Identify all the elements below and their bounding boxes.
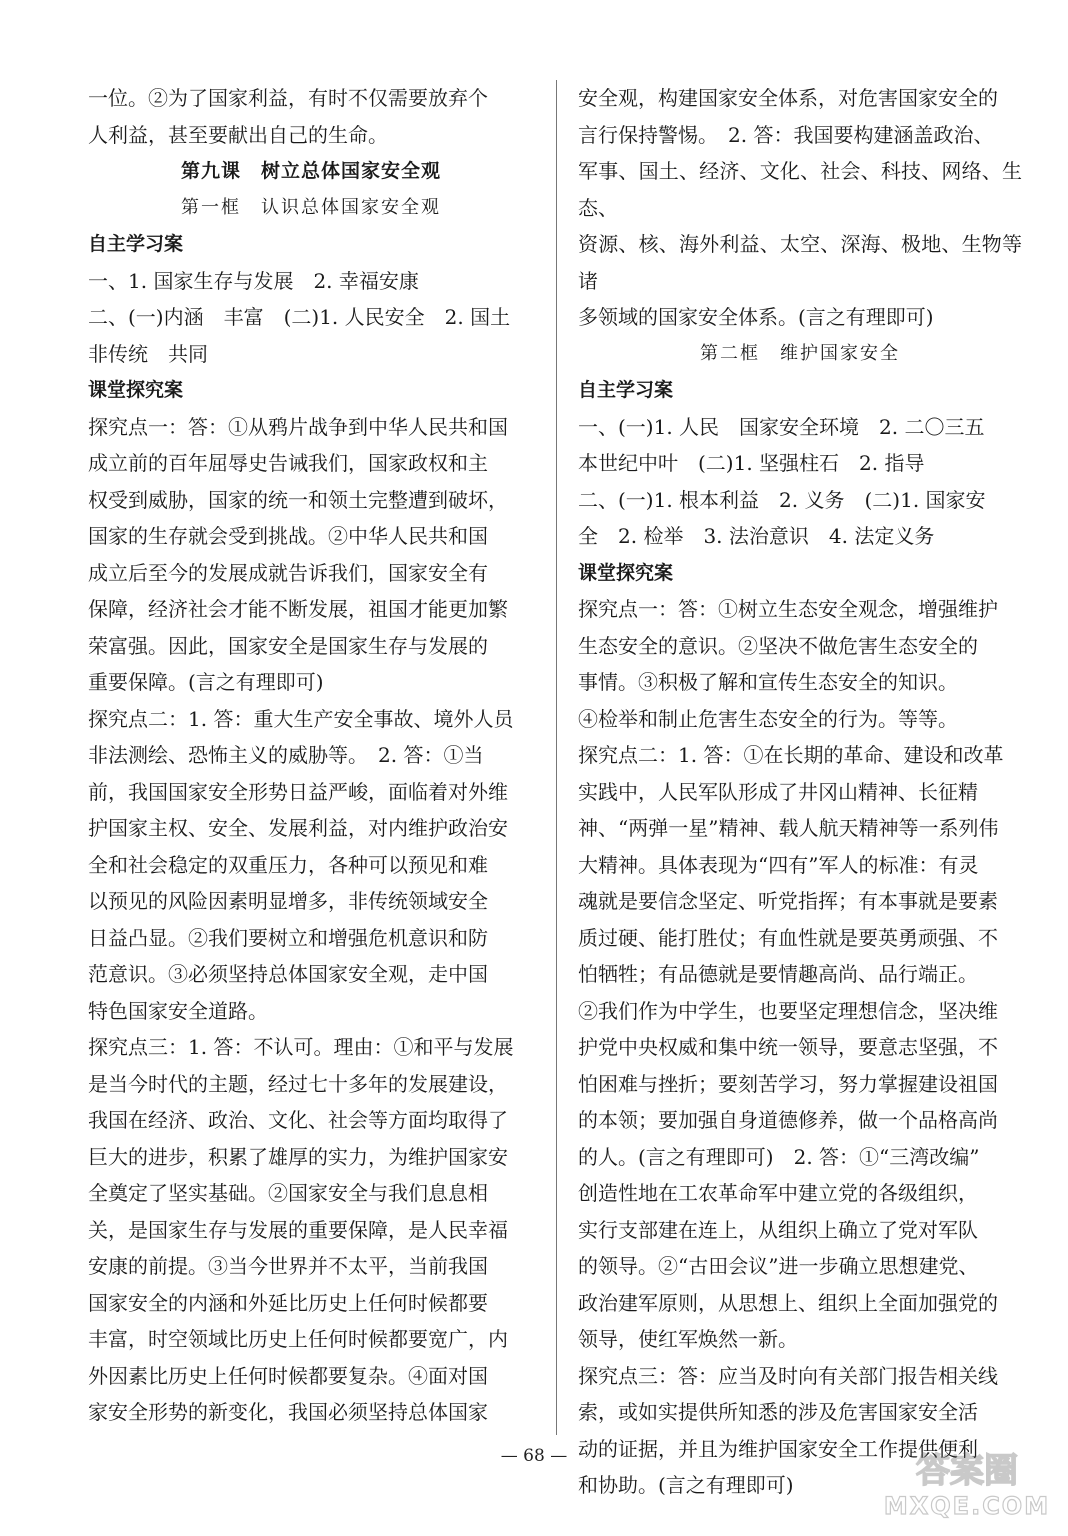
text-line: 动的证据，并且为维护国家安全工作提供便利 [578, 1436, 978, 1461]
section-heading-self-study: 自主学习案 [88, 233, 184, 255]
text-line: 非法测绘、恐怖主义的威胁等。 2. 答：①当 [88, 743, 484, 767]
right-column [578, 80, 1022, 1504]
text-line: ④检举和制止危害生态安全的行为。等等。 [578, 706, 958, 731]
text-line: 关，是国家生存与发展的重要保障，是人民幸福 [88, 1217, 508, 1242]
text-line: 怕困难与挫折；要刻苦学习，努力掌握建设祖国 [578, 1071, 998, 1096]
watermark-logo [882, 1444, 1052, 1522]
left-column [88, 80, 534, 1431]
text-line: 探究点二：1. 答：重大生产安全事故、境外人员 [88, 706, 514, 731]
text-line: 军事、国土、经济、文化、社会、科技、网络、生态、 [578, 159, 1022, 220]
page-number: — 68 — [500, 1446, 568, 1466]
text-line: 索，或如实提供所知悉的涉及危害国家安全活 [578, 1400, 978, 1424]
section-heading-inquiry: 课堂探究案 [578, 561, 674, 584]
text-line: 实行支部建在连上，从组织上确立了党对军队 [578, 1217, 978, 1242]
text-line: 领导，使红军焕然一新。 [578, 1327, 798, 1351]
left-intro [88, 80, 534, 153]
text-line: 的领导。②“古田会议”进一步确立思想建党、 [578, 1254, 979, 1278]
inquiry-answers [88, 409, 534, 1431]
right-intro [578, 80, 1022, 336]
inquiry-answers [578, 591, 1022, 1504]
lesson-title: 第九课 树立总体国家安全观 [180, 160, 441, 182]
text-line: 大精神。具体表现为“四有”军人的标准：有灵 [578, 852, 979, 877]
text-line: 探究点一：答：①从鸦片战争到中华人民共和国 [88, 414, 508, 439]
text-line: 巨大的进步，积累了雄厚的实力，为维护国家安 [88, 1144, 508, 1169]
text-line: 我国在经济、政治、文化、社会等方面均取得了 [88, 1108, 508, 1132]
text-line: 非传统 共同 [88, 341, 208, 366]
text-line: 保障，经济社会才能不断发展，祖国才能更加繁 [88, 597, 508, 621]
text-line: 成立前的百年屈辱史告诫我们，国家政权和主 [88, 451, 488, 475]
text-line: 丰富，时空领域比历史上任何时候都要宽广，内 [88, 1327, 508, 1351]
text-line: 外因素比历史上任何时候都要复杂。④面对国 [88, 1363, 488, 1388]
text-line: 探究点二：1. 答：①在长期的革命、建设和改革 [578, 743, 1004, 767]
text-line: 本世纪中叶 (二)1. 坚强柱石 2. 指导 [578, 451, 925, 475]
text-line: 一、1. 国家生存与发展 2. 幸福安康 [88, 268, 419, 293]
section-heading-inquiry: 课堂探究案 [88, 379, 184, 401]
text-line: 多领域的国家安全体系。(言之有理即可) [578, 305, 934, 329]
watermark-text: 答案圈 [916, 1451, 1018, 1491]
text-line: 护党中央权威和集中统一领导，要意志坚强，不 [578, 1035, 998, 1059]
text-line: 魂就是要信念坚定、听党指挥；有本事就是要素 [578, 889, 998, 913]
text-line: 怕牺牲；有品德就是要情趣高尚、品行端正。 [578, 962, 978, 986]
text-line: 政治建军原则，从思想上、组织上全面加强党的 [578, 1290, 998, 1315]
text-line: 权受到威胁，国家的统一和领土完整遭到破坏， [88, 487, 508, 512]
text-line: 生态安全的意识。②坚决不做危害生态安全的 [578, 633, 978, 658]
text-line: 一、(一)1. 人民 国家安全环境 2. 二〇三五 [578, 414, 985, 439]
text-line: 重要保障。(言之有理即可) [88, 670, 324, 694]
text-line: 的人。(言之有理即可) 2. 答：①“三湾改编” [578, 1144, 980, 1169]
text-line: 是当今时代的主题，经过七十多年的发展建设， [88, 1071, 508, 1096]
text-line: 质过硬、能打胜仗；有血性就是要英勇顽强、不 [578, 925, 998, 950]
text-line: 一位。②为了国家利益，有时不仅需要放弃个 [88, 86, 488, 110]
text-line: 神、“两弹一星”精神、载人航天精神等一系列伟 [578, 816, 999, 840]
text-line: 的本领；要加强自身道德修养，做一个品格高尚 [578, 1108, 998, 1132]
column-divider [556, 80, 557, 1435]
text-line: 探究点一：答：①树立生态安全观念，增强维护 [578, 597, 998, 621]
text-line: 二、(一)1. 根本利益 2. 义务 (二)1. 国家安 [578, 487, 986, 512]
text-line: 成立后至今的发展成就告诉我们，国家安全有 [88, 560, 488, 585]
text-line: 实践中，人民军队形成了井冈山精神、长征精 [578, 779, 978, 804]
text-line: 荣富强。因此，国家安全是国家生存与发展的 [88, 633, 488, 658]
text-line: 二、(一)内涵 丰富 (二)1. 人民安全 2. 国土 [88, 305, 511, 329]
section-heading-self-study: 自主学习案 [578, 379, 674, 401]
text-line: 安全观，构建国家安全体系，对危害国家安全的 [578, 86, 998, 110]
text-line: 以预见的风险因素明显增多，非传统领域安全 [88, 889, 488, 913]
self-study-answers [88, 263, 534, 373]
text-line: 国家安全的内涵和外延比历史上任何时候都要 [88, 1290, 488, 1315]
text-line: 言行保持警惕。 2. 答：我国要构建涵盖政治、 [578, 122, 994, 147]
text-line: 全奠定了坚实基础。②国家安全与我们息息相 [88, 1181, 488, 1205]
text-line: 人利益，甚至要献出自己的生命。 [88, 122, 388, 147]
text-line: 事情。③积极了解和宣传生态安全的知识。 [578, 670, 958, 694]
watermark-url: MXQE.COM [883, 1492, 1051, 1520]
text-line: 全 2. 检举 3. 法治意识 4. 法定义务 [578, 524, 935, 548]
text-line: 家安全形势的新变化，我国必须坚持总体国家 [88, 1400, 488, 1424]
text-line: 探究点三：答：应当及时向有关部门报告相关线 [578, 1363, 998, 1388]
frame-title: 第一框 认识总体国家安全观 [181, 196, 441, 218]
text-line: 全和社会稳定的双重压力，各种可以预见和难 [88, 852, 488, 877]
text-line: 范意识。③必须坚持总体国家安全观，走中国 [88, 962, 488, 986]
text-line: 创造性地在工农革命军中建立党的各级组织， [578, 1181, 978, 1205]
text-line: 和协助。(言之有理即可) [578, 1473, 794, 1497]
frame-title: 第二框 维护国家安全 [700, 342, 900, 364]
text-line: 安康的前提。③当今世界并不太平，当前我国 [88, 1254, 488, 1278]
text-line: 日益凸显。②我们要树立和增强危机意识和防 [88, 925, 488, 950]
text-line: 探究点三：1. 答：不认可。理由：①和平与发展 [88, 1035, 514, 1059]
text-line: 特色国家安全道路。 [88, 998, 268, 1023]
text-line: 国家的生存就会受到挑战。②中华人民共和国 [88, 524, 488, 548]
text-line: 前，我国国家安全形势日益严峻，面临着对外维 [88, 779, 508, 804]
text-line: 护国家主权、安全、发展利益，对内维护政治安 [88, 816, 508, 840]
text-line: ②我们作为中学生，也要坚定理想信念，坚决维 [578, 998, 998, 1023]
self-study-answers [578, 409, 1022, 555]
text-line: 资源、核、海外利益、太空、深海、极地、生物等诸 [578, 232, 1022, 293]
